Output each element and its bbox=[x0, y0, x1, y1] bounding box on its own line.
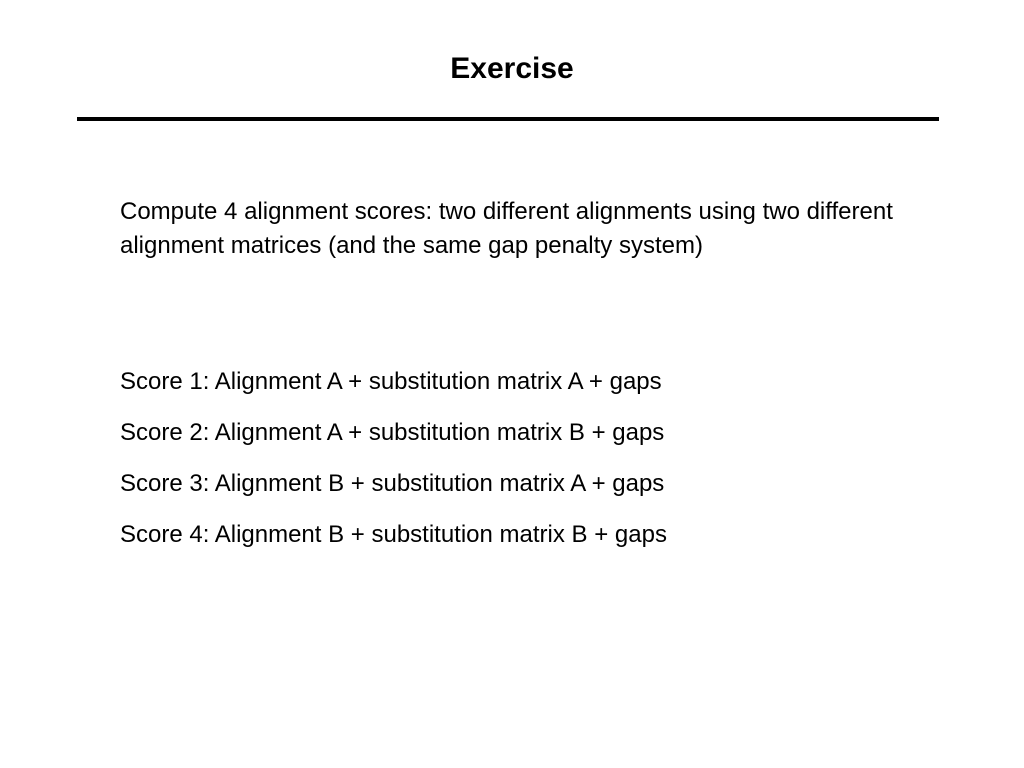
score-item-4: Score 4: Alignment B + substitution matrix B + gaps bbox=[120, 521, 667, 548]
intro-paragraph: Compute 4 alignment scores: two different alignments using two different alignment matrices (and the same gap penalty system) bbox=[120, 198, 893, 259]
score-item-3: Score 3: Alignment B + substitution matrix A + gaps bbox=[120, 470, 665, 497]
score-list bbox=[120, 365, 920, 569]
slide-title: Exercise bbox=[450, 52, 574, 85]
title-divider bbox=[77, 117, 939, 121]
score-item-1: Score 1: Alignment A + substitution matrix A + gaps bbox=[120, 368, 662, 395]
score-item-2: Score 2: Alignment A + substitution matrix B + gaps bbox=[120, 419, 665, 446]
